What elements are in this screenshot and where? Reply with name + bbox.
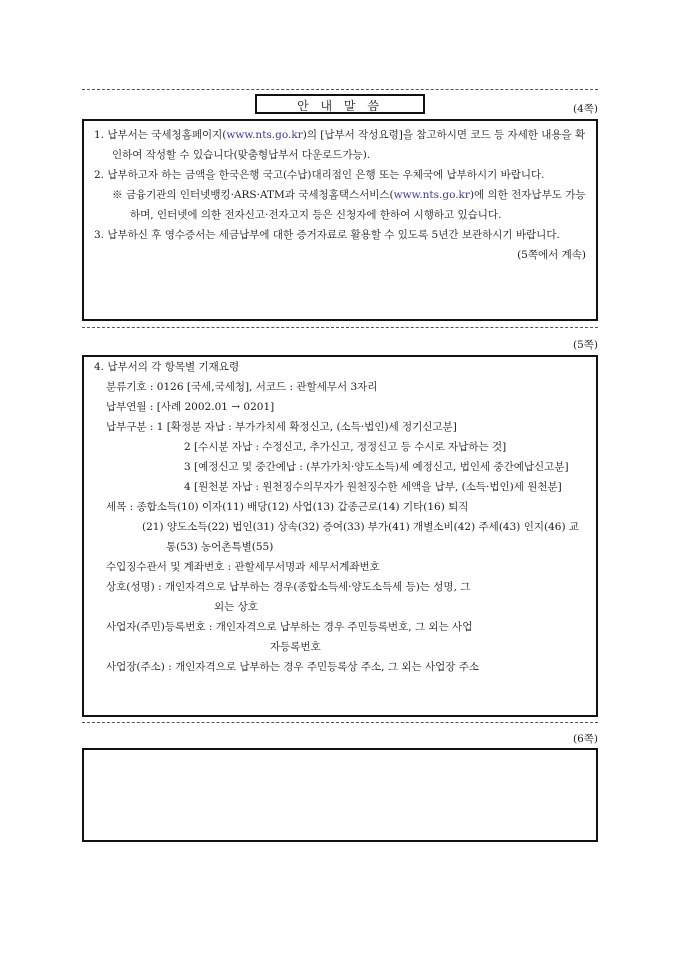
top-divider <box>82 89 598 90</box>
guide-office-line: 수입징수관서 및 계좌번호 : 관할세무서명과 세무서계좌번호 <box>106 561 380 573</box>
guide-gubun-2: 2 [수시분 자납 : 수정신고, 추가신고, 정정신고 등 수시로 자납하는 것] <box>184 441 507 453</box>
notice-item-2-note: ※ 금융기관의 인터넷뱅킹·ARS·ATM과 국세청홈택스서비스(www.nts.go.kr)에 의한 전자납부도 가능하며, 인터넷에 의한 전자신고·전자고지 등은 신청자에 한하여 시행하고 있습니다. <box>112 189 586 221</box>
nts-link-2[interactable]: www.nts.go.kr <box>393 189 470 201</box>
guide-biz-1: 사업자(주민)등록번호 : 개인자격으로 납부하는 경우 주민등록번호, 그 외는 사업 <box>106 621 473 633</box>
notice-item-1: 1. 납부서는 국세청홈페이지(www.nts.go.kr)의 [납부서 작성요령]을 참고하시면 코드 등 자세한 내용을 확인하여 작성할 수 있습니다(맞춤형납부서 다운로드가능). <box>94 129 586 161</box>
guide-code-line: 분류기호 : 0126 [국세,국세청], 서코드 : 관할세무서 3자리 <box>106 381 378 393</box>
notice-item-2: 2. 납부하고자 하는 금액을 한국은행 국고(수납)대리점인 은행 또는 우체국에 납부하시기 바랍니다. <box>94 169 545 181</box>
continued-note: (5쪽에서 계속) <box>517 249 586 261</box>
guide-ym-line: 납부연월 : [사례 2002.01 → 0201] <box>106 401 275 413</box>
page-number-4: (4쪽) <box>572 103 598 115</box>
middle-divider <box>82 327 598 328</box>
guide-semok-2: (21) 양도소득(22) 법인(31) 상속(32) 증여(33) 부가(41) 개별소비(42) 주세(43) 인지(46) 교통(53) 농어촌특별(55) <box>142 521 580 553</box>
guide-sangho-2: 외는 상호 <box>214 601 258 613</box>
notice-item-3: 3. 납부하신 후 영수증서는 세금납부에 대한 증거자료로 활용할 수 있도록 5년간 보관하시기 바랍니다. <box>94 229 560 241</box>
guide-gubun-1: 납부구분 : 1 [확정분 자납 : 부가가치세 확정신고, (소득·법인)세 정기신고분] <box>106 421 457 433</box>
guide-sangho-1: 상호(성명) : 개인자격으로 납부하는 경우(종합소득세·양도소득세 등)는 성명, 그 <box>106 581 471 593</box>
bottom-divider <box>82 722 598 723</box>
guide-semok-1: 세목 : 종합소득(10) 이자(11) 배당(12) 사업(13) 갑종근로(14) 기타(16) 퇴직 <box>106 501 469 513</box>
nts-link[interactable]: www.nts.go.kr <box>226 129 303 141</box>
guide-biz-2: 자등록번호 <box>270 641 321 653</box>
blank-box <box>82 748 598 842</box>
page-number-5: (5쪽) <box>572 339 598 351</box>
page-number-6: (6쪽) <box>572 733 598 745</box>
guide-gubun-4: 4 [원천분 자납 : 원천징수의무자가 원천징수한 세액을 납부, (소득·법인)세 원천분] <box>184 481 562 493</box>
guide-gubun-3: 3 [예정신고 및 중간예납 : (부가가치·양도소득)세 예정신고, 법인세 중간예납신고분] <box>184 461 569 473</box>
guide-addr-line: 사업장(주소) : 개인자격으로 납부하는 경우 주민등록상 주소, 그 외는 사업장 주소 <box>106 661 480 673</box>
guide-box <box>82 355 598 717</box>
guide-heading: 4. 납부서의 각 항목별 기재요령 <box>94 361 240 373</box>
notice-title: 안 내 말 씀 <box>255 94 425 114</box>
notice-box <box>82 119 598 321</box>
